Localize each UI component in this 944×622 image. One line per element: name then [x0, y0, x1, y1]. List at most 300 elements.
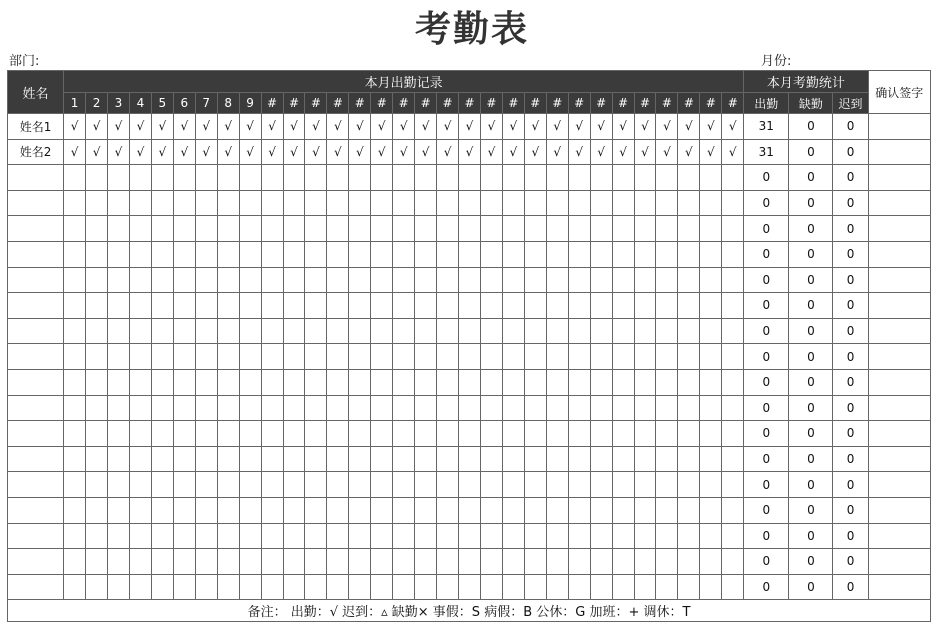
- employee-name-cell[interactable]: [8, 344, 64, 370]
- attendance-mark-cell[interactable]: [86, 497, 108, 523]
- attendance-mark-cell[interactable]: [502, 574, 524, 600]
- attendance-mark-cell[interactable]: [502, 369, 524, 395]
- employee-name-cell[interactable]: [8, 549, 64, 575]
- attendance-mark-cell[interactable]: [502, 293, 524, 319]
- signature-cell[interactable]: [868, 497, 930, 523]
- attendance-mark-cell[interactable]: [524, 369, 546, 395]
- attendance-mark-cell[interactable]: [64, 395, 86, 421]
- attendance-mark-cell[interactable]: [568, 421, 590, 447]
- attendance-mark-cell[interactable]: [64, 472, 86, 498]
- attendance-mark-cell[interactable]: [656, 446, 678, 472]
- attendance-mark-cell[interactable]: √: [656, 114, 678, 140]
- attendance-mark-cell[interactable]: [239, 165, 261, 191]
- attendance-mark-cell[interactable]: [239, 497, 261, 523]
- attendance-mark-cell[interactable]: [327, 344, 349, 370]
- attendance-mark-cell[interactable]: [700, 190, 722, 216]
- attendance-mark-cell[interactable]: [612, 523, 634, 549]
- attendance-mark-cell[interactable]: [64, 369, 86, 395]
- attendance-mark-cell[interactable]: [700, 395, 722, 421]
- attendance-mark-cell[interactable]: [151, 216, 173, 242]
- attendance-mark-cell[interactable]: [239, 190, 261, 216]
- attendance-mark-cell[interactable]: [371, 190, 393, 216]
- attendance-mark-cell[interactable]: [64, 446, 86, 472]
- signature-cell[interactable]: [868, 293, 930, 319]
- attendance-mark-cell[interactable]: [129, 267, 151, 293]
- attendance-mark-cell[interactable]: [656, 241, 678, 267]
- attendance-mark-cell[interactable]: [590, 472, 612, 498]
- attendance-mark-cell[interactable]: √: [524, 114, 546, 140]
- attendance-mark-cell[interactable]: [239, 472, 261, 498]
- attendance-mark-cell[interactable]: √: [64, 114, 86, 140]
- attendance-mark-cell[interactable]: [634, 190, 656, 216]
- attendance-mark-cell[interactable]: [678, 395, 700, 421]
- attendance-mark-cell[interactable]: [195, 574, 217, 600]
- attendance-mark-cell[interactable]: [656, 165, 678, 191]
- attendance-mark-cell[interactable]: [108, 344, 130, 370]
- attendance-mark-cell[interactable]: [590, 446, 612, 472]
- attendance-mark-cell[interactable]: [239, 369, 261, 395]
- attendance-mark-cell[interactable]: [327, 395, 349, 421]
- employee-name-cell[interactable]: [8, 574, 64, 600]
- attendance-mark-cell[interactable]: [261, 216, 283, 242]
- attendance-mark-cell[interactable]: [151, 421, 173, 447]
- attendance-mark-cell[interactable]: [86, 395, 108, 421]
- attendance-mark-cell[interactable]: [437, 267, 459, 293]
- attendance-mark-cell[interactable]: [217, 574, 239, 600]
- attendance-mark-cell[interactable]: [524, 241, 546, 267]
- attendance-mark-cell[interactable]: [700, 216, 722, 242]
- attendance-mark-cell[interactable]: [634, 446, 656, 472]
- attendance-mark-cell[interactable]: [64, 549, 86, 575]
- attendance-mark-cell[interactable]: [86, 549, 108, 575]
- attendance-mark-cell[interactable]: [327, 497, 349, 523]
- attendance-mark-cell[interactable]: [612, 446, 634, 472]
- attendance-mark-cell[interactable]: [437, 446, 459, 472]
- attendance-mark-cell[interactable]: √: [305, 114, 327, 140]
- attendance-mark-cell[interactable]: √: [612, 139, 634, 165]
- attendance-mark-cell[interactable]: √: [568, 114, 590, 140]
- attendance-mark-cell[interactable]: [678, 497, 700, 523]
- attendance-mark-cell[interactable]: [217, 216, 239, 242]
- employee-name-cell[interactable]: [8, 446, 64, 472]
- attendance-mark-cell[interactable]: [722, 267, 744, 293]
- attendance-mark-cell[interactable]: [590, 523, 612, 549]
- attendance-mark-cell[interactable]: [656, 369, 678, 395]
- attendance-mark-cell[interactable]: [151, 446, 173, 472]
- attendance-mark-cell[interactable]: [195, 190, 217, 216]
- attendance-mark-cell[interactable]: [393, 369, 415, 395]
- attendance-mark-cell[interactable]: [568, 549, 590, 575]
- attendance-mark-cell[interactable]: [349, 574, 371, 600]
- attendance-mark-cell[interactable]: [349, 241, 371, 267]
- attendance-mark-cell[interactable]: [722, 446, 744, 472]
- attendance-mark-cell[interactable]: [108, 369, 130, 395]
- attendance-mark-cell[interactable]: [590, 165, 612, 191]
- attendance-mark-cell[interactable]: [129, 523, 151, 549]
- signature-cell[interactable]: [868, 421, 930, 447]
- attendance-mark-cell[interactable]: [634, 293, 656, 319]
- attendance-mark-cell[interactable]: [195, 344, 217, 370]
- signature-cell[interactable]: [868, 369, 930, 395]
- attendance-mark-cell[interactable]: [393, 241, 415, 267]
- attendance-mark-cell[interactable]: [129, 318, 151, 344]
- attendance-mark-cell[interactable]: [239, 241, 261, 267]
- attendance-mark-cell[interactable]: [634, 216, 656, 242]
- attendance-mark-cell[interactable]: [612, 293, 634, 319]
- attendance-mark-cell[interactable]: [349, 190, 371, 216]
- attendance-mark-cell[interactable]: √: [502, 139, 524, 165]
- attendance-mark-cell[interactable]: [371, 318, 393, 344]
- attendance-mark-cell[interactable]: [151, 241, 173, 267]
- attendance-mark-cell[interactable]: [261, 472, 283, 498]
- attendance-mark-cell[interactable]: [217, 421, 239, 447]
- attendance-mark-cell[interactable]: [568, 369, 590, 395]
- signature-cell[interactable]: [868, 446, 930, 472]
- attendance-mark-cell[interactable]: √: [480, 139, 502, 165]
- attendance-mark-cell[interactable]: [590, 369, 612, 395]
- signature-cell[interactable]: [868, 395, 930, 421]
- attendance-mark-cell[interactable]: [261, 267, 283, 293]
- attendance-mark-cell[interactable]: [86, 472, 108, 498]
- attendance-mark-cell[interactable]: [634, 574, 656, 600]
- attendance-mark-cell[interactable]: [459, 293, 481, 319]
- attendance-mark-cell[interactable]: [612, 497, 634, 523]
- attendance-mark-cell[interactable]: √: [217, 114, 239, 140]
- attendance-mark-cell[interactable]: [108, 165, 130, 191]
- attendance-mark-cell[interactable]: [612, 549, 634, 575]
- attendance-mark-cell[interactable]: [656, 395, 678, 421]
- attendance-mark-cell[interactable]: [393, 318, 415, 344]
- attendance-mark-cell[interactable]: [459, 549, 481, 575]
- attendance-mark-cell[interactable]: [634, 369, 656, 395]
- attendance-mark-cell[interactable]: [283, 446, 305, 472]
- attendance-mark-cell[interactable]: [634, 421, 656, 447]
- attendance-mark-cell[interactable]: [371, 497, 393, 523]
- attendance-mark-cell[interactable]: [415, 369, 437, 395]
- attendance-mark-cell[interactable]: [546, 241, 568, 267]
- attendance-mark-cell[interactable]: √: [217, 139, 239, 165]
- attendance-mark-cell[interactable]: √: [151, 139, 173, 165]
- attendance-mark-cell[interactable]: [546, 344, 568, 370]
- attendance-mark-cell[interactable]: [612, 369, 634, 395]
- attendance-mark-cell[interactable]: [108, 318, 130, 344]
- attendance-mark-cell[interactable]: √: [371, 139, 393, 165]
- attendance-mark-cell[interactable]: [612, 395, 634, 421]
- attendance-mark-cell[interactable]: [327, 241, 349, 267]
- attendance-mark-cell[interactable]: [502, 497, 524, 523]
- attendance-mark-cell[interactable]: [64, 216, 86, 242]
- attendance-mark-cell[interactable]: [64, 293, 86, 319]
- attendance-mark-cell[interactable]: √: [108, 114, 130, 140]
- attendance-mark-cell[interactable]: [634, 497, 656, 523]
- attendance-mark-cell[interactable]: [349, 497, 371, 523]
- employee-name-cell[interactable]: 姓名1: [8, 114, 64, 140]
- attendance-mark-cell[interactable]: [656, 344, 678, 370]
- attendance-mark-cell[interactable]: √: [305, 139, 327, 165]
- attendance-mark-cell[interactable]: [656, 574, 678, 600]
- attendance-mark-cell[interactable]: [129, 421, 151, 447]
- attendance-mark-cell[interactable]: [546, 216, 568, 242]
- attendance-mark-cell[interactable]: [459, 344, 481, 370]
- attendance-mark-cell[interactable]: [129, 369, 151, 395]
- attendance-mark-cell[interactable]: [173, 421, 195, 447]
- attendance-mark-cell[interactable]: [700, 344, 722, 370]
- attendance-mark-cell[interactable]: [349, 369, 371, 395]
- employee-name-cell[interactable]: [8, 421, 64, 447]
- attendance-mark-cell[interactable]: [568, 216, 590, 242]
- attendance-mark-cell[interactable]: [195, 446, 217, 472]
- attendance-mark-cell[interactable]: [349, 472, 371, 498]
- attendance-mark-cell[interactable]: [371, 241, 393, 267]
- attendance-mark-cell[interactable]: [480, 549, 502, 575]
- attendance-mark-cell[interactable]: [437, 318, 459, 344]
- attendance-mark-cell[interactable]: [700, 574, 722, 600]
- attendance-mark-cell[interactable]: [327, 318, 349, 344]
- attendance-mark-cell[interactable]: [261, 190, 283, 216]
- attendance-mark-cell[interactable]: [151, 165, 173, 191]
- attendance-mark-cell[interactable]: [722, 549, 744, 575]
- employee-name-cell[interactable]: [8, 216, 64, 242]
- attendance-mark-cell[interactable]: [108, 549, 130, 575]
- attendance-mark-cell[interactable]: [656, 497, 678, 523]
- attendance-mark-cell[interactable]: [305, 293, 327, 319]
- attendance-mark-cell[interactable]: [568, 472, 590, 498]
- attendance-mark-cell[interactable]: [195, 472, 217, 498]
- attendance-mark-cell[interactable]: [217, 523, 239, 549]
- attendance-mark-cell[interactable]: √: [459, 139, 481, 165]
- attendance-mark-cell[interactable]: [437, 293, 459, 319]
- attendance-mark-cell[interactable]: [656, 293, 678, 319]
- attendance-mark-cell[interactable]: [480, 523, 502, 549]
- attendance-mark-cell[interactable]: [129, 190, 151, 216]
- attendance-mark-cell[interactable]: [502, 216, 524, 242]
- attendance-mark-cell[interactable]: [64, 574, 86, 600]
- attendance-mark-cell[interactable]: [173, 241, 195, 267]
- attendance-mark-cell[interactable]: [305, 421, 327, 447]
- attendance-mark-cell[interactable]: [678, 421, 700, 447]
- attendance-mark-cell[interactable]: √: [415, 114, 437, 140]
- attendance-mark-cell[interactable]: [700, 369, 722, 395]
- attendance-mark-cell[interactable]: [678, 241, 700, 267]
- attendance-mark-cell[interactable]: [283, 523, 305, 549]
- attendance-mark-cell[interactable]: [327, 165, 349, 191]
- attendance-mark-cell[interactable]: [129, 216, 151, 242]
- attendance-mark-cell[interactable]: [612, 267, 634, 293]
- attendance-mark-cell[interactable]: [261, 293, 283, 319]
- attendance-mark-cell[interactable]: [195, 497, 217, 523]
- signature-cell[interactable]: [868, 574, 930, 600]
- attendance-mark-cell[interactable]: [86, 293, 108, 319]
- attendance-mark-cell[interactable]: [327, 574, 349, 600]
- attendance-mark-cell[interactable]: √: [722, 114, 744, 140]
- attendance-mark-cell[interactable]: [700, 267, 722, 293]
- attendance-mark-cell[interactable]: [568, 318, 590, 344]
- attendance-mark-cell[interactable]: [568, 267, 590, 293]
- attendance-mark-cell[interactable]: [678, 190, 700, 216]
- attendance-mark-cell[interactable]: [459, 216, 481, 242]
- attendance-mark-cell[interactable]: [108, 523, 130, 549]
- attendance-mark-cell[interactable]: [722, 190, 744, 216]
- attendance-mark-cell[interactable]: [437, 421, 459, 447]
- attendance-mark-cell[interactable]: [502, 395, 524, 421]
- attendance-mark-cell[interactable]: [151, 369, 173, 395]
- attendance-mark-cell[interactable]: [173, 574, 195, 600]
- attendance-mark-cell[interactable]: [86, 421, 108, 447]
- attendance-mark-cell[interactable]: [480, 497, 502, 523]
- attendance-mark-cell[interactable]: [393, 549, 415, 575]
- attendance-mark-cell[interactable]: √: [129, 114, 151, 140]
- signature-cell[interactable]: [868, 139, 930, 165]
- attendance-mark-cell[interactable]: [393, 267, 415, 293]
- attendance-mark-cell[interactable]: √: [524, 139, 546, 165]
- attendance-mark-cell[interactable]: [305, 549, 327, 575]
- attendance-mark-cell[interactable]: [480, 267, 502, 293]
- attendance-mark-cell[interactable]: [239, 267, 261, 293]
- attendance-mark-cell[interactable]: [700, 523, 722, 549]
- attendance-mark-cell[interactable]: [261, 446, 283, 472]
- attendance-mark-cell[interactable]: [656, 267, 678, 293]
- attendance-mark-cell[interactable]: [151, 318, 173, 344]
- attendance-mark-cell[interactable]: [261, 344, 283, 370]
- attendance-mark-cell[interactable]: [546, 369, 568, 395]
- attendance-mark-cell[interactable]: [524, 190, 546, 216]
- attendance-mark-cell[interactable]: [151, 497, 173, 523]
- attendance-mark-cell[interactable]: [349, 267, 371, 293]
- attendance-mark-cell[interactable]: √: [678, 114, 700, 140]
- attendance-mark-cell[interactable]: [415, 165, 437, 191]
- attendance-mark-cell[interactable]: [700, 165, 722, 191]
- attendance-mark-cell[interactable]: [634, 549, 656, 575]
- attendance-mark-cell[interactable]: [305, 369, 327, 395]
- attendance-mark-cell[interactable]: [480, 574, 502, 600]
- attendance-mark-cell[interactable]: [108, 446, 130, 472]
- attendance-mark-cell[interactable]: [195, 165, 217, 191]
- attendance-mark-cell[interactable]: [195, 318, 217, 344]
- attendance-mark-cell[interactable]: [261, 318, 283, 344]
- attendance-mark-cell[interactable]: √: [349, 114, 371, 140]
- attendance-mark-cell[interactable]: [524, 574, 546, 600]
- attendance-mark-cell[interactable]: [415, 190, 437, 216]
- employee-name-cell[interactable]: [8, 165, 64, 191]
- attendance-mark-cell[interactable]: [590, 241, 612, 267]
- attendance-mark-cell[interactable]: [393, 293, 415, 319]
- attendance-mark-cell[interactable]: √: [415, 139, 437, 165]
- attendance-mark-cell[interactable]: [327, 523, 349, 549]
- attendance-mark-cell[interactable]: [108, 190, 130, 216]
- attendance-mark-cell[interactable]: [129, 165, 151, 191]
- employee-name-cell[interactable]: [8, 369, 64, 395]
- attendance-mark-cell[interactable]: [195, 267, 217, 293]
- attendance-mark-cell[interactable]: [283, 165, 305, 191]
- attendance-mark-cell[interactable]: [305, 523, 327, 549]
- attendance-mark-cell[interactable]: √: [678, 139, 700, 165]
- attendance-mark-cell[interactable]: [261, 421, 283, 447]
- attendance-mark-cell[interactable]: [261, 241, 283, 267]
- attendance-mark-cell[interactable]: [371, 369, 393, 395]
- attendance-mark-cell[interactable]: [371, 523, 393, 549]
- attendance-mark-cell[interactable]: [283, 549, 305, 575]
- attendance-mark-cell[interactable]: √: [349, 139, 371, 165]
- attendance-mark-cell[interactable]: [86, 216, 108, 242]
- attendance-mark-cell[interactable]: [283, 497, 305, 523]
- attendance-mark-cell[interactable]: [261, 369, 283, 395]
- attendance-mark-cell[interactable]: [590, 549, 612, 575]
- attendance-mark-cell[interactable]: [64, 241, 86, 267]
- attendance-mark-cell[interactable]: [568, 293, 590, 319]
- attendance-mark-cell[interactable]: [393, 421, 415, 447]
- attendance-mark-cell[interactable]: [283, 318, 305, 344]
- attendance-mark-cell[interactable]: √: [612, 114, 634, 140]
- attendance-mark-cell[interactable]: [502, 165, 524, 191]
- attendance-mark-cell[interactable]: [195, 369, 217, 395]
- attendance-mark-cell[interactable]: [64, 190, 86, 216]
- attendance-mark-cell[interactable]: [173, 190, 195, 216]
- attendance-mark-cell[interactable]: [217, 472, 239, 498]
- attendance-mark-cell[interactable]: [524, 267, 546, 293]
- attendance-mark-cell[interactable]: [305, 395, 327, 421]
- attendance-mark-cell[interactable]: [678, 446, 700, 472]
- attendance-mark-cell[interactable]: [327, 267, 349, 293]
- attendance-mark-cell[interactable]: [305, 216, 327, 242]
- attendance-mark-cell[interactable]: [305, 497, 327, 523]
- attendance-mark-cell[interactable]: [634, 165, 656, 191]
- attendance-mark-cell[interactable]: √: [108, 139, 130, 165]
- attendance-mark-cell[interactable]: [590, 318, 612, 344]
- attendance-mark-cell[interactable]: [349, 446, 371, 472]
- attendance-mark-cell[interactable]: [656, 421, 678, 447]
- attendance-mark-cell[interactable]: [327, 293, 349, 319]
- attendance-mark-cell[interactable]: [546, 472, 568, 498]
- attendance-mark-cell[interactable]: [568, 344, 590, 370]
- attendance-mark-cell[interactable]: [217, 190, 239, 216]
- attendance-mark-cell[interactable]: [415, 344, 437, 370]
- attendance-mark-cell[interactable]: [546, 446, 568, 472]
- attendance-mark-cell[interactable]: [261, 549, 283, 575]
- attendance-mark-cell[interactable]: [524, 395, 546, 421]
- attendance-mark-cell[interactable]: [173, 344, 195, 370]
- attendance-mark-cell[interactable]: [502, 344, 524, 370]
- attendance-mark-cell[interactable]: [656, 216, 678, 242]
- signature-cell[interactable]: [868, 318, 930, 344]
- attendance-mark-cell[interactable]: √: [371, 114, 393, 140]
- attendance-mark-cell[interactable]: [239, 216, 261, 242]
- attendance-mark-cell[interactable]: [459, 190, 481, 216]
- attendance-mark-cell[interactable]: √: [327, 114, 349, 140]
- attendance-mark-cell[interactable]: [108, 241, 130, 267]
- attendance-mark-cell[interactable]: [173, 523, 195, 549]
- attendance-mark-cell[interactable]: [678, 165, 700, 191]
- attendance-mark-cell[interactable]: [634, 395, 656, 421]
- attendance-mark-cell[interactable]: [327, 369, 349, 395]
- attendance-mark-cell[interactable]: [590, 190, 612, 216]
- attendance-mark-cell[interactable]: [129, 344, 151, 370]
- attendance-mark-cell[interactable]: [305, 165, 327, 191]
- employee-name-cell[interactable]: [8, 497, 64, 523]
- attendance-mark-cell[interactable]: [371, 216, 393, 242]
- attendance-mark-cell[interactable]: [634, 318, 656, 344]
- attendance-mark-cell[interactable]: [459, 395, 481, 421]
- attendance-mark-cell[interactable]: [656, 549, 678, 575]
- attendance-mark-cell[interactable]: [700, 293, 722, 319]
- attendance-mark-cell[interactable]: [217, 241, 239, 267]
- attendance-mark-cell[interactable]: [283, 293, 305, 319]
- signature-cell[interactable]: [868, 241, 930, 267]
- attendance-mark-cell[interactable]: [415, 241, 437, 267]
- attendance-mark-cell[interactable]: [151, 549, 173, 575]
- attendance-mark-cell[interactable]: [612, 318, 634, 344]
- attendance-mark-cell[interactable]: √: [480, 114, 502, 140]
- attendance-mark-cell[interactable]: [546, 190, 568, 216]
